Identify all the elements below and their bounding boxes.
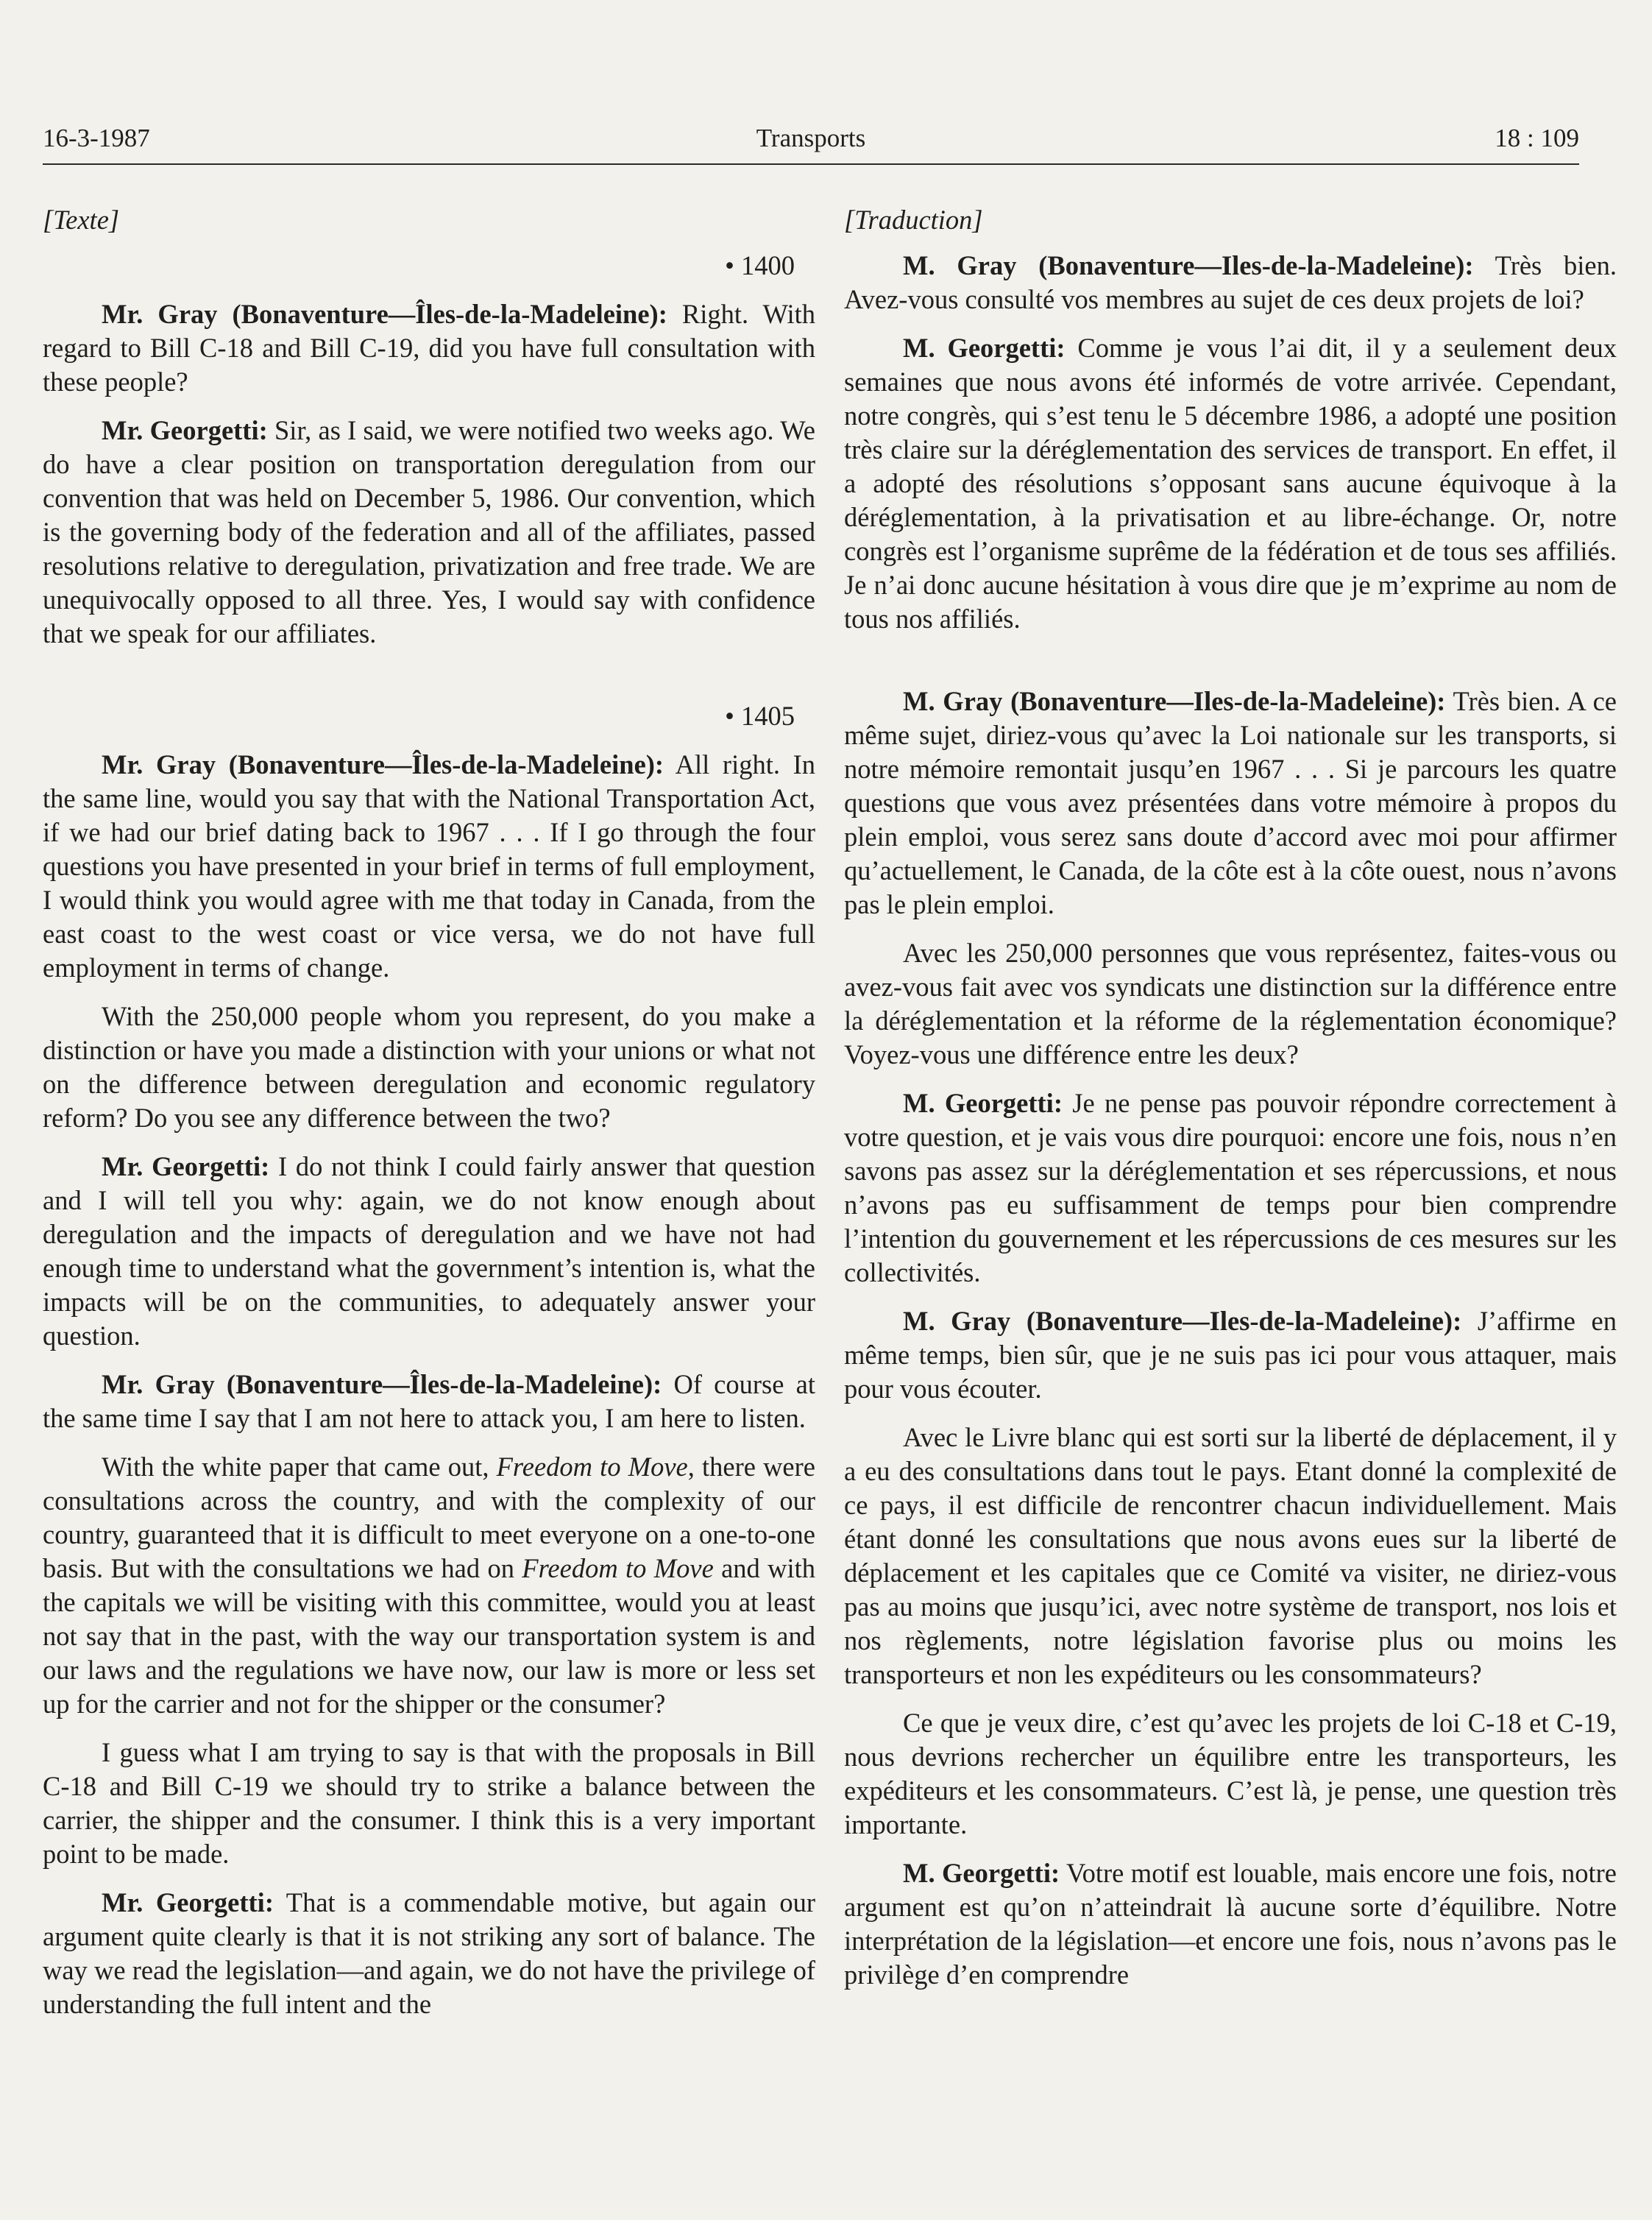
header-page-number: 18 : 109 (1495, 124, 1579, 152)
speech-text: , there were consultations across the country, and with the complexity of our country, guaranteed that it is difficult to meet everyone on a one-to-one basis. But with the consultations we had on (43, 1452, 815, 1583)
speaker-name: Mr. Gray (Bonaventure—Îles-de-la-Madeleine): (102, 749, 664, 780)
speech-text: Of course at the same time I say that I am not here to attack you, I am here to listen. (43, 1369, 815, 1433)
speaker-name: Mr. Georgetti: (102, 415, 268, 445)
speech-text: Comme je vous l’ai dit, il y a seulement deux semaines que nous avons été informés de votre arrivée. Cependant, notre congrès, qui s’est tenu le 5 décembre 1986, a adopté une position très claire sur la déréglementation des services de transport. En effet, il a adopté des résolutions s’opposant sans aucune équivoque à la déréglementation, à la privatisation et au libre-échange. Or, notre congrès est l’organisme suprême de la fédération et de tous ses affiliés. Je n’ai donc aucune hésitation à vous dire que je m’exprime au nom de tous nos affiliés. (844, 333, 1617, 634)
document-title: Freedom to Move (496, 1452, 688, 1482)
speaker-name: Mr. Gray (Bonaventure—Îles-de-la-Madeleine): (102, 299, 667, 329)
paragraph (43, 414, 815, 651)
speaker-name: M. Georgetti: (903, 1088, 1063, 1118)
paragraph: Avec le Livre blanc qui est sorti sur la liberté de déplacement, il y a eu des consultations dans tout le pays. Etant donné la complexité de ce pays, il est difficile de rencontrer chacun individuellement. Mais étant donné les consultations que nous avons eues sur la liberté de déplacement et les capitales que ce Comité va visiter, ne diriez-vous pas au moins que jusqu’ici, avec notre système de transport, nos lois et nos règlements, notre législation favorise plus ou moins les transporteurs et non les expéditeurs ou les consommateurs? (844, 1422, 1617, 1689)
speech-text: Sir, as I said, we were notified two weeks ago. We do have a clear position on transportation deregulation from our convention that was held on December 5, 1986. Our convention, which is the governing body of the federation and all of the affiliates, passed resolutions relative to deregulation, privatization and free trade. We are unequivocally opposed to all three. Yes, I would say with confidence that we speak for our affiliates. (43, 415, 815, 648)
header-rule (43, 163, 1579, 165)
paragraph: With the 250,000 people whom you represent, do you make a distinction or have you made a distinction with your unions or what not on the difference between deregulation and economic regulatory reform? Do you see any difference between the two? (43, 1001, 815, 1133)
speaker-name: Mr. Georgetti: (102, 1887, 274, 1917)
speech-text: Très bien. A ce même sujet, diriez-vous qu’avec la Loi nationale sur les transports, si notre mémoire remontait jusqu’en 1967 . . . Si je parcours les quatre questions que vous avez présentées dans votre mémoire à propos du plein emploi, vous serez sans doute d’accord avec moi pour affirmer qu’actuellement, le Canada, de la côte est à la côte ouest, nous n’avons pas le plein emploi. (844, 686, 1617, 919)
language-label: [Traduction] (844, 205, 983, 235)
paragraph (43, 297, 815, 399)
paragraph (43, 1150, 815, 1353)
paragraph (43, 748, 815, 985)
paragraph (844, 1086, 1617, 1290)
paragraph (844, 1304, 1617, 1406)
paragraph (43, 1450, 815, 1721)
speech-text: Votre motif est louable, mais encore une fois, notre argument est qu’on n’atteindrait là aucune sorte d’équilibre. Notre interprétation de la législation—et encore une fois, nous n’avons pas le privilège d’en comprendre (844, 1858, 1617, 1990)
paragraph (844, 331, 1617, 636)
speech-text: Très bien. Avez-vous consulté vos membres au sujet de ces deux projets de loi? (844, 250, 1617, 314)
paragraph (844, 685, 1617, 922)
speech-text: That is a commendable motive, but again our argument quite clearly is that it is not striking any sort of balance. The way we read the legislation—and again, we do not have the privilege of understanding the full intent and the (43, 1887, 815, 2019)
time-marker: • 1400 (725, 250, 795, 280)
speech-text: I do not think I could fairly answer that question and I will tell you why: again, we do not know enough about deregulation and the impacts of deregulation and we have not had enough time to understand what the government’s intention is, what the impacts will be on the communities, to adequately answer your question. (43, 1151, 815, 1351)
speaker-name: M. Gray (Bonaventure—Iles-de-la-Madeleine): (903, 686, 1446, 716)
english-column (43, 203, 815, 2036)
paragraph (844, 1856, 1617, 1992)
page-header (43, 124, 1579, 165)
header-title: Transports (756, 124, 866, 152)
document-title: Freedom to Move (522, 1553, 714, 1583)
speaker-name: M. Gray (Bonaventure—Iles-de-la-Madeleine): (903, 250, 1474, 280)
speaker-name: M. Georgetti: (903, 1858, 1060, 1888)
speech-text: J’affirme en même temps, bien sûr, que je ne suis pas ici pour vous attaquer, mais pour vous écouter. (844, 1306, 1617, 1404)
speech-text: Je ne pense pas pouvoir répondre correctement à votre question, et je vais vous dire pourquoi: encore une fois, nous n’en savons pas assez sur la déréglementation et ses répercussions, et nous n’avons pas eu suffisamment de temps pour bien comprendre l’intention du gouvernement et les répercussions de ces mesures sur les collectivités. (844, 1088, 1617, 1287)
paragraph: Ce que je veux dire, c’est qu’avec les projets de loi C-18 et C-19, nous devrions rechercher un équilibre entre les transporteurs, les expéditeurs et les consommateurs. C’est là, je pense, une question très importante. (844, 1708, 1617, 1839)
speaker-name: M. Georgetti: (903, 333, 1066, 363)
speech-text: All right. In the same line, would you say that with the National Transportation Act, if we had our brief dating back to 1967 . . . If I go through the four questions you have presented in your brief in terms of full employment, I would think you would agree with me that today in Canada, from the east coast to the west coast or vice versa, we do not have full employment in terms of change. (43, 749, 815, 983)
speaker-name: Mr. Gray (Bonaventure—Îles-de-la-Madeleine): (102, 1369, 662, 1399)
french-column (844, 203, 1617, 2007)
speech-text: With the white paper that came out, (102, 1452, 497, 1482)
paragraph: I guess what I am trying to say is that with the proposals in Bill C-18 and Bill C-19 we should try to strike a balance between the carrier, the shipper and the consumer. I think this is a very important point to be made. (43, 1737, 815, 1869)
speech-text: and with the capitals we will be visiting with this committee, would you at least not say that in the past, with the way our transportation system is and our laws and the regulations we have now, our law is more or less set up for the carrier and not for the shipper or the consumer? (43, 1553, 816, 1719)
language-label: [Texte] (43, 205, 120, 235)
paragraph (43, 1368, 815, 1435)
time-marker: • 1405 (725, 701, 795, 731)
speaker-name: M. Gray (Bonaventure—Iles-de-la-Madeleine): (903, 1306, 1462, 1336)
paragraph: Avec les 250,000 personnes que vous représentez, faites-vous ou avez-vous fait avec vos syndicats une distinction sur la différence entre la déréglementation et la réforme de la réglementation économique? Voyez-vous une différence entre les deux? (844, 938, 1617, 1070)
header-date: 16-3-1987 (43, 124, 150, 152)
speaker-name: Mr. Georgetti: (102, 1151, 270, 1181)
paragraph (43, 1886, 815, 2021)
speech-text: Right. With regard to Bill C-18 and Bill C-19, did you have full consultation with these people? (43, 299, 815, 397)
paragraph (844, 249, 1617, 317)
